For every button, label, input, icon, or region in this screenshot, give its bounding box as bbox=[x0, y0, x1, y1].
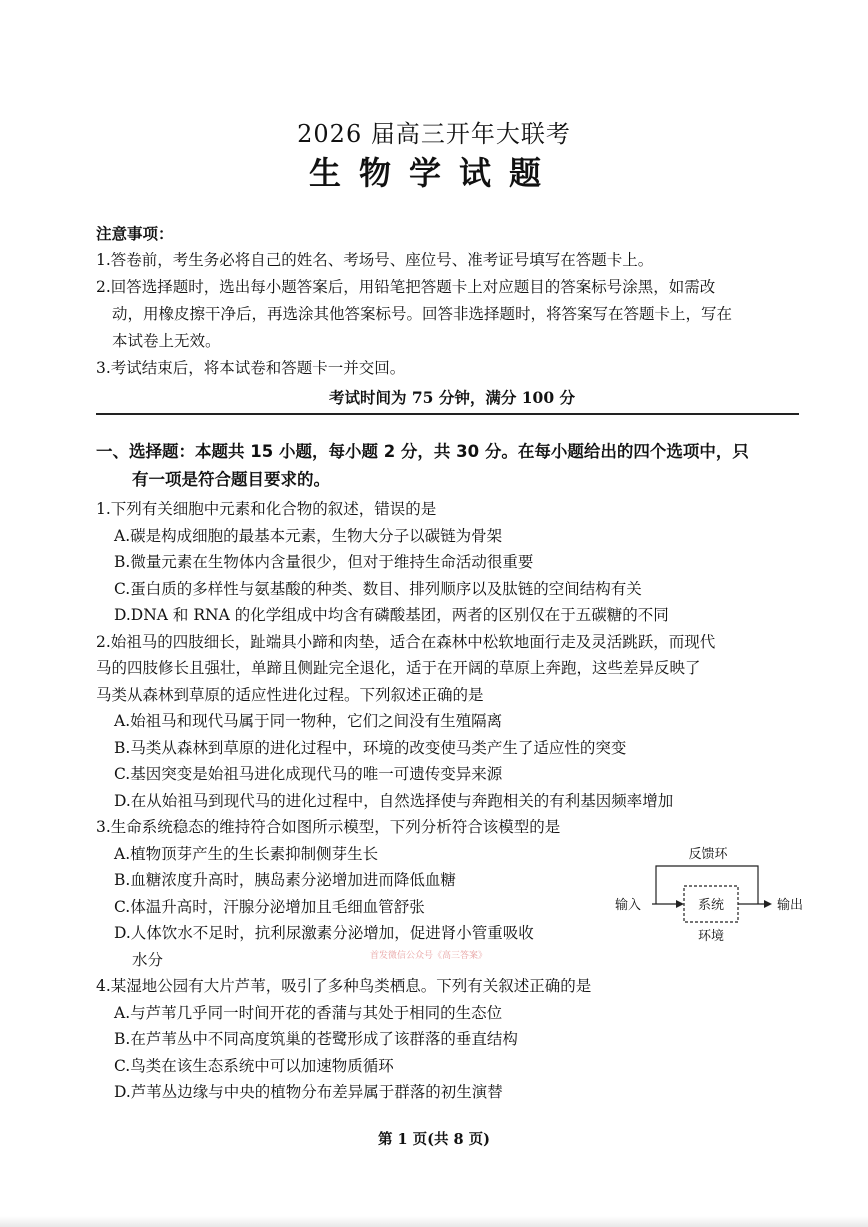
question-2-stem-line-1: 2.始祖马的四肢细长，趾端具小蹄和肉垫，适合在森林中松软地面行走及灵活跳跃，而现代 bbox=[96, 632, 716, 651]
notice-item-1: 1.答卷前，考生务必将自己的姓名、考场号、座位号、准考证号填写在答题卡上。 bbox=[96, 251, 654, 269]
notice-item-3: 3.考试结束后，将本试卷和答题卡一并交回。 bbox=[96, 359, 406, 377]
section-heading bbox=[96, 438, 808, 494]
question-3-option-a: A.植物顶芽产生的生长素抑制侧芽生长 bbox=[114, 844, 379, 863]
input-label: 输入 bbox=[614, 898, 642, 913]
divider-line bbox=[96, 413, 799, 415]
question-2 bbox=[96, 629, 808, 815]
question-4-option-b: B.在芦苇丛中不同高度筑巢的苍鹭形成了该群落的垂直结构 bbox=[114, 1030, 518, 1048]
page-edge-shadow bbox=[0, 1216, 868, 1227]
question-4 bbox=[96, 973, 808, 1106]
input-arrowhead bbox=[676, 900, 684, 908]
question-3-option-c: C.体温升高时，汗腺分泌增加且毛细血管舒张 bbox=[114, 897, 425, 916]
notice-heading: 注意事项： bbox=[96, 224, 174, 243]
notice-block bbox=[96, 220, 808, 411]
subject-title: 生物学试题 bbox=[308, 154, 559, 192]
question-2-option-b: B.马类从森林到草原的进化过程中，环境的改变使马类产生了适应性的突变 bbox=[114, 738, 627, 757]
question-2-option-c: C.基因突变是始祖马进化成现代马的唯一可遗传变异来源 bbox=[114, 765, 503, 783]
question-1-option-c: C.蛋白质的多样性与氨基酸的种类、数目、排列顺序以及肽链的空间结构有关 bbox=[114, 579, 642, 598]
question-4-option-d: D.芦苇丛边缘与中央的植物分布差异属于群落的初生演替 bbox=[114, 1083, 503, 1101]
question-1-option-a: A.碳是构成细胞的最基本元素，生物大分子以碳链为骨架 bbox=[114, 526, 503, 545]
exam-title: 2026 届高三开年大联考 bbox=[297, 120, 571, 148]
question-2-stem-line-3: 马类从森林到草原的适应性进化过程。下列叙述正确的是 bbox=[96, 685, 484, 704]
question-2-option-d: D.在从始祖马到现代马的进化过程中，自然选择使与奔跑相关的有利基因频率增加 bbox=[114, 791, 674, 810]
question-3-option-d-line-1: D.人体饮水不足时，抗利尿激素分泌增加，促进肾小管重吸收 bbox=[114, 924, 534, 942]
question-1-option-b: B.微量元素在生物体内含量很少，但对于维持生命活动很重要 bbox=[114, 553, 534, 571]
question-3-stem: 3.生命系统稳态的维持符合如图所示模型，下列分析符合该模型的是 bbox=[96, 818, 561, 836]
question-1-stem: 1.下列有关细胞中元素和化合物的叙述，错误的是 bbox=[96, 500, 437, 518]
section-heading-line-2: 有一项是符合题目要求的。 bbox=[132, 470, 330, 489]
notice-item-2-line-2: 动，用橡皮擦干净后，再选涂其他答案标号。回答非选择题时，将答案写在答题卡上，写在 bbox=[112, 305, 733, 323]
environment-label: 环境 bbox=[697, 929, 725, 944]
question-2-stem-line-2: 马的四肢修长且强壮，单蹄且侧趾完全退化，适于在开阔的草原上奔跑，这些差异反映了 bbox=[96, 659, 701, 677]
question-1-option-d: D.DNA 和 RNA 的化学组成中均含有磷酸基团，两者的区别仅在于五碳糖的不同 bbox=[114, 606, 669, 624]
system-label: 系统 bbox=[697, 898, 725, 913]
exam-info: 考试时间为 75 分钟，满分 100 分 bbox=[328, 388, 575, 407]
question-3-options bbox=[96, 841, 616, 974]
question-3-option-d-line-2: 水分 bbox=[132, 950, 164, 969]
notice-item-2-line-1: 2.回答选择题时，选出每小题答案后，用铅笔把答题卡上对应题目的答案标号涂黑，如需改 bbox=[96, 278, 716, 296]
watermark-text: 首发微信公众号《高三答案》 bbox=[370, 951, 488, 961]
question-3-option-b: B.血糖浓度升高时，胰岛素分泌增加进而降低血糖 bbox=[114, 871, 456, 889]
question-4-stem: 4.某湿地公园有大片芦苇，吸引了多种鸟类栖息。下列有关叙述正确的是 bbox=[96, 977, 592, 995]
output-arrowhead bbox=[764, 900, 772, 908]
question-4-option-a: A.与芦苇几乎同一时间开花的香蒲与其处于相同的生态位 bbox=[114, 1003, 503, 1022]
question-list bbox=[96, 496, 808, 1106]
question-1 bbox=[96, 496, 808, 629]
question-2-option-a: A.始祖马和现代马属于同一物种，它们之间没有生殖隔离 bbox=[114, 712, 503, 730]
question-4-option-c: C.鸟类在该生态系统中可以加速物质循环 bbox=[114, 1056, 394, 1075]
section-heading-line-1: 一、选择题：本题共 15 小题，每小题 2 分，共 30 分。在每小题给出的四个选项中，只 bbox=[96, 442, 749, 461]
feedback-label: 反馈环 bbox=[688, 847, 728, 862]
page-number: 第 1 页(共 8 页) bbox=[377, 1131, 491, 1148]
feedback-model-diagram bbox=[604, 836, 804, 946]
notice-item-2-line-3: 本试卷上无效。 bbox=[112, 332, 221, 350]
output-label: 输出 bbox=[776, 898, 804, 913]
